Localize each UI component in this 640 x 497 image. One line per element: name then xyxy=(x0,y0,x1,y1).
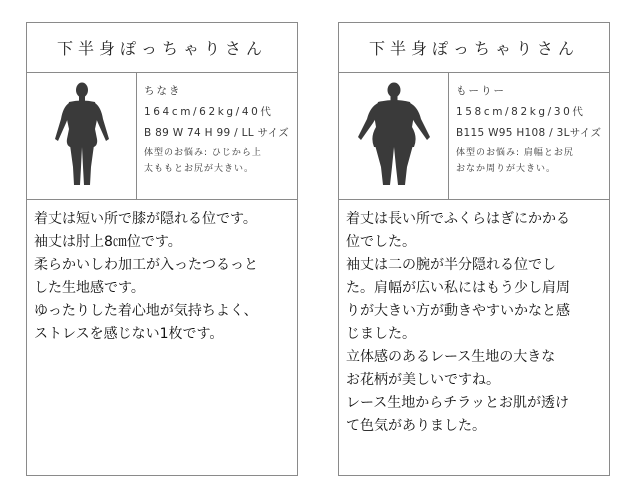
model-stats: 158cm/82kg/30代 xyxy=(456,106,586,118)
body-silhouette xyxy=(339,73,449,199)
comment-line: 柔らかいしわ加工が入ったつるっと xyxy=(34,257,258,273)
model-stats: 164cm/62kg/40代 xyxy=(144,106,274,118)
profile-card xyxy=(338,22,610,476)
comment-line: お花柄が美しいですね。 xyxy=(346,372,500,388)
comment-line: りが大きい方が動きやすいかなと感 xyxy=(346,303,570,319)
model-name: もーりー xyxy=(456,85,506,97)
card-title: 下半身ぽっちゃりさん xyxy=(339,23,609,73)
profile-info xyxy=(449,73,609,199)
profile-info xyxy=(137,73,297,199)
comment-line: した生地感です。 xyxy=(34,280,145,296)
comment-line: 袖丈は二の腕が半分隠れる位でし xyxy=(346,257,556,273)
model-sizes: B 89 W 74 H 99 / LL サイズ xyxy=(144,127,290,139)
body-concern-line: 体型のお悩み: ひじから上 xyxy=(144,148,262,158)
body-silhouette xyxy=(27,73,137,199)
model-name: ちなき xyxy=(144,85,182,97)
profile-section xyxy=(339,73,609,200)
comment-line: ゆったりした着心地が気持ちよく、 xyxy=(34,303,258,319)
profile-section xyxy=(27,73,297,200)
comment-line: レース生地からチラッとお肌が透け xyxy=(346,395,570,411)
model-sizes: B115 W95 H108 / 3Lサイズ xyxy=(456,127,602,139)
body-concern-line: 体型のお悩み: 肩幅とお尻 xyxy=(456,148,574,158)
comment-line: 位でした。 xyxy=(346,234,416,250)
card-title: 下半身ぽっちゃりさん xyxy=(27,23,297,73)
comment-line: た。肩幅が広い私にはもう少し肩周 xyxy=(346,280,570,296)
body-concern-line: おなか周りが大きい。 xyxy=(456,164,557,174)
comment-line: ストレスを感じない1枚です。 xyxy=(34,326,224,342)
body-concern-line: 太ももとお尻が大きい。 xyxy=(144,164,255,174)
comment-line: 着丈は短い所で膝が隠れる位です。 xyxy=(34,211,257,227)
review-comment xyxy=(27,200,297,346)
silhouette-icon xyxy=(354,81,434,191)
profile-card xyxy=(26,22,298,476)
comment-line: 袖丈は肘上8㎝位です。 xyxy=(34,234,182,250)
comment-line: 立体感のあるレース生地の大きな xyxy=(346,349,556,365)
silhouette-icon xyxy=(47,81,117,191)
comment-line: じました。 xyxy=(346,326,416,342)
comment-line: て色気がありました。 xyxy=(346,418,486,434)
comment-line: 着丈は長い所でふくらはぎにかかる xyxy=(346,211,570,227)
review-comment xyxy=(339,200,609,438)
